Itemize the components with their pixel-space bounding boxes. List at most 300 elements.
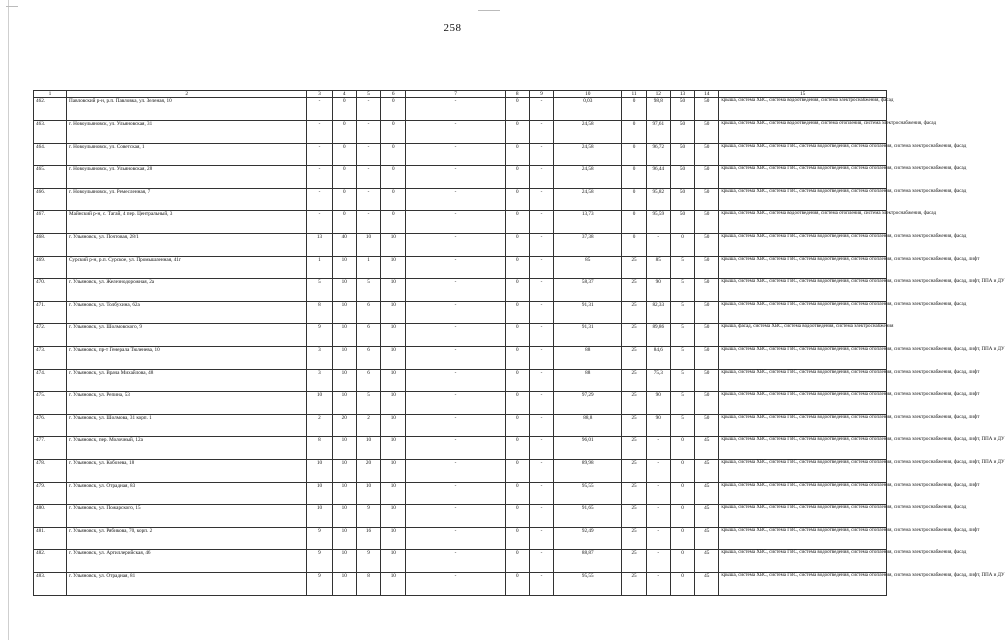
value-cell: -	[356, 98, 380, 121]
works-list-cell: крыша, система ХВС, система водоотведения, система отопления, система электроснабжения, фасад	[719, 121, 887, 144]
value-cell: 5	[670, 392, 694, 415]
value-cell: 0	[381, 98, 406, 121]
value-cell: -	[529, 324, 553, 347]
column-number-10: 10	[554, 91, 622, 98]
column-number-row	[34, 91, 887, 98]
value-cell: 50	[695, 211, 719, 234]
value-cell: 10	[381, 347, 406, 370]
value-cell: -	[529, 459, 553, 482]
value-cell: 1	[356, 256, 380, 279]
column-number-11: 11	[622, 91, 646, 98]
value-cell: 9	[307, 527, 332, 550]
address-cell: г. Ульяновск, ул. Шолмова, 31 корп. 1	[67, 414, 307, 437]
column-number-6: 6	[381, 91, 406, 98]
value-cell: 0	[622, 98, 646, 121]
value-cell: -	[529, 121, 553, 144]
value-cell: 10	[381, 234, 406, 257]
address-cell: г. Новоульяновск, ул. Советская, 1	[67, 143, 307, 166]
value-cell: 0	[505, 301, 529, 324]
address-cell: г. Ульяновск, ул. Артиллерийская, 46	[67, 550, 307, 573]
row-number-cell: 470.	[34, 279, 67, 302]
table-row	[34, 143, 887, 166]
table-row	[34, 188, 887, 211]
value-cell: 0	[332, 188, 356, 211]
value-cell: 10	[356, 234, 380, 257]
value-cell: -	[406, 188, 505, 211]
value-cell: -	[406, 324, 505, 347]
value-cell: -	[356, 166, 380, 189]
value-cell: 0	[505, 459, 529, 482]
value-cell: -	[406, 166, 505, 189]
value-cell: 10	[381, 572, 406, 595]
column-number-12: 12	[646, 91, 670, 98]
value-cell: 50	[670, 98, 694, 121]
value-cell: 0	[505, 234, 529, 257]
value-cell: 50	[695, 392, 719, 415]
value-cell: 0	[381, 121, 406, 144]
value-cell: 91,65	[554, 505, 622, 528]
value-cell: 0	[381, 143, 406, 166]
value-cell: -	[646, 234, 670, 257]
value-cell: 10	[332, 369, 356, 392]
column-number-14: 14	[695, 91, 719, 98]
column-number-13: 13	[670, 91, 694, 98]
value-cell: 0	[332, 211, 356, 234]
value-cell: -	[307, 188, 332, 211]
value-cell: 45	[695, 459, 719, 482]
value-cell: 5	[670, 347, 694, 370]
value-cell: -	[646, 459, 670, 482]
address-cell: г. Новоульяновск, ул. Ульяновская, 31	[67, 121, 307, 144]
row-number-cell: 462.	[34, 98, 67, 121]
works-list-cell: крыша, система ХВС, система ГВС, система водоотведения, система отопления, система электроснабжения, фасад	[719, 143, 887, 166]
table-row	[34, 392, 887, 415]
address-cell: г. Ульяновск, ул. Толбухина, 62а	[67, 301, 307, 324]
table-row	[34, 572, 887, 595]
value-cell: -	[307, 143, 332, 166]
value-cell: 10	[381, 459, 406, 482]
address-cell: Майнский р-н, с. Тагай, 4 пер. Центральный, 3	[67, 211, 307, 234]
value-cell: 75,3	[646, 369, 670, 392]
value-cell: 90	[646, 392, 670, 415]
address-cell: г. Ульяновск, ул. Шолмовского, 9	[67, 324, 307, 347]
value-cell: 10	[381, 279, 406, 302]
value-cell: 24,58	[554, 121, 622, 144]
table-row	[34, 414, 887, 437]
value-cell: 0	[381, 166, 406, 189]
value-cell: 10	[332, 550, 356, 573]
row-number-cell: 464.	[34, 143, 67, 166]
value-cell: -	[529, 256, 553, 279]
value-cell: -	[307, 98, 332, 121]
row-number-cell: 479.	[34, 482, 67, 505]
value-cell: 88	[554, 369, 622, 392]
value-cell: -	[529, 279, 553, 302]
works-list-cell: крыша, система ХВС, система ГВС, система водоотведения, система отопления, система электроснабжения, фасад, лифт	[719, 527, 887, 550]
value-cell: 0	[670, 505, 694, 528]
value-cell: 45	[695, 482, 719, 505]
value-cell: 5	[356, 279, 380, 302]
value-cell: -	[529, 505, 553, 528]
value-cell: 0	[505, 572, 529, 595]
value-cell: 25	[622, 527, 646, 550]
scan-mark	[478, 10, 500, 11]
value-cell: 0	[505, 256, 529, 279]
value-cell: -	[307, 121, 332, 144]
table-row	[34, 121, 887, 144]
value-cell: 50	[695, 279, 719, 302]
table-row	[34, 166, 887, 189]
value-cell: 0	[332, 166, 356, 189]
page-number: 258	[443, 22, 462, 34]
value-cell: 0	[670, 437, 694, 460]
value-cell: 10	[381, 550, 406, 573]
value-cell: 89,86	[646, 324, 670, 347]
works-list-cell: крыша, система ХВС, система ГВС, система водоотведения, система отопления, система электроснабжения, фасад, лифт	[719, 369, 887, 392]
value-cell: 40	[332, 234, 356, 257]
row-number-cell: 465.	[34, 166, 67, 189]
value-cell: 0	[505, 437, 529, 460]
table-body	[34, 98, 1005, 595]
value-cell: 50	[670, 121, 694, 144]
column-number-1: 1	[34, 91, 67, 98]
column-number-9: 9	[529, 91, 553, 98]
value-cell: -	[356, 121, 380, 144]
value-cell: 9	[356, 505, 380, 528]
works-list-cell: крыша, система ХВС, система ГВС, система водоотведения, система отопления, система электроснабжения, фасад, лифт, ППА и ДУ	[719, 279, 887, 302]
works-list-cell: крыша, система ХВС, система водоотведения, система электроснабжения, фасад	[719, 98, 887, 121]
column-number-3: 3	[307, 91, 332, 98]
address-cell: г. Ульяновск, ул. Репина, 53	[67, 392, 307, 415]
row-number-cell: 475.	[34, 392, 67, 415]
value-cell: -	[529, 572, 553, 595]
value-cell: 10	[332, 482, 356, 505]
value-cell: 0	[505, 98, 529, 121]
value-cell: 88,8	[554, 414, 622, 437]
value-cell: 25	[622, 505, 646, 528]
value-cell: 85	[646, 256, 670, 279]
value-cell: -	[406, 143, 505, 166]
value-cell: 10	[307, 505, 332, 528]
address-cell: г. Ульяновск, ул. Рябикова, 70, корп. 2	[67, 527, 307, 550]
value-cell: -	[406, 347, 505, 370]
value-cell: 96,72	[646, 143, 670, 166]
value-cell: -	[529, 347, 553, 370]
value-cell: 3	[307, 369, 332, 392]
value-cell: -	[406, 369, 505, 392]
value-cell: 5	[307, 279, 332, 302]
value-cell: 90	[646, 279, 670, 302]
value-cell: 25	[622, 347, 646, 370]
value-cell: 45	[695, 527, 719, 550]
row-number-cell: 468.	[34, 234, 67, 257]
table-row	[34, 459, 887, 482]
table-row	[34, 324, 887, 347]
scan-mark	[6, 6, 18, 7]
value-cell: 97,29	[554, 392, 622, 415]
value-cell: 0	[622, 143, 646, 166]
value-cell: 10	[332, 324, 356, 347]
value-cell: -	[307, 211, 332, 234]
column-number-15: 15	[719, 91, 887, 98]
value-cell: -	[646, 482, 670, 505]
table-row	[34, 482, 887, 505]
value-cell: 0	[505, 347, 529, 370]
works-list-cell: крыша, система ХВС, система ГВС, система водоотведения, система отопления, система электроснабжения, фасад	[719, 505, 887, 528]
row-number-cell: 473.	[34, 347, 67, 370]
value-cell: 0	[505, 211, 529, 234]
value-cell: 2	[307, 414, 332, 437]
value-cell: 0	[505, 392, 529, 415]
value-cell: -	[646, 527, 670, 550]
column-number-4: 4	[332, 91, 356, 98]
address-cell: Павловский р-н, р.п. Павловка, ул. Зеленая, 10	[67, 98, 307, 121]
value-cell: 25	[622, 256, 646, 279]
row-number-cell: 466.	[34, 188, 67, 211]
table-row	[34, 256, 887, 279]
address-cell: г. Ульяновск, ул. Отрадная, 81	[67, 572, 307, 595]
value-cell: 25	[622, 392, 646, 415]
value-cell: -	[529, 211, 553, 234]
row-number-cell: 472.	[34, 324, 67, 347]
value-cell: 24,58	[554, 143, 622, 166]
value-cell: 25	[622, 324, 646, 347]
value-cell: 92,49	[554, 527, 622, 550]
table-row	[34, 347, 887, 370]
table-row	[34, 301, 887, 324]
value-cell: -	[406, 392, 505, 415]
value-cell: 0	[670, 234, 694, 257]
value-cell: 5	[670, 369, 694, 392]
value-cell: 9	[356, 550, 380, 573]
table-row	[34, 505, 887, 528]
value-cell: 10	[332, 572, 356, 595]
value-cell: 25	[622, 459, 646, 482]
value-cell: 96,01	[554, 437, 622, 460]
value-cell: 50	[695, 98, 719, 121]
value-cell: 0	[332, 98, 356, 121]
value-cell: 45	[695, 572, 719, 595]
value-cell: 0	[622, 166, 646, 189]
value-cell: 0	[670, 527, 694, 550]
value-cell: 10	[332, 527, 356, 550]
value-cell: 95,82	[646, 188, 670, 211]
value-cell: 45	[695, 437, 719, 460]
value-cell: 2	[356, 414, 380, 437]
value-cell: 84,6	[646, 347, 670, 370]
works-list-cell: крыша, система ХВС, система ГВС, система водоотведения, система отопления, система электроснабжения, фасад, лифт	[719, 256, 887, 279]
table-row	[34, 211, 887, 234]
table-row	[34, 437, 887, 460]
value-cell: 6	[356, 324, 380, 347]
row-number-cell: 480.	[34, 505, 67, 528]
works-list-cell: крыша, система ХВС, система ГВС, система водоотведения, система отопления, система электроснабжения, фасад, лифт	[719, 482, 887, 505]
value-cell: 10	[332, 279, 356, 302]
table-row	[34, 550, 887, 573]
value-cell: 0	[505, 505, 529, 528]
value-cell: 10	[381, 369, 406, 392]
value-cell: 0,03	[554, 98, 622, 121]
works-list-cell: крыша, система ХВС, система водоотведения, система отопления, система электроснабжения, фасад	[719, 211, 887, 234]
value-cell: 9	[307, 550, 332, 573]
row-number-cell: 471.	[34, 301, 67, 324]
value-cell: 50	[670, 143, 694, 166]
value-cell: 25	[622, 572, 646, 595]
value-cell: 0	[381, 188, 406, 211]
value-cell: 0	[381, 211, 406, 234]
value-cell: 50	[670, 188, 694, 211]
address-cell: г. Ульяновск, ул. Пожарского, 15	[67, 505, 307, 528]
value-cell: 0	[622, 234, 646, 257]
value-cell: -	[529, 369, 553, 392]
column-number-5: 5	[356, 91, 380, 98]
value-cell: 10	[332, 301, 356, 324]
value-cell: 10	[381, 324, 406, 347]
column-number-8: 8	[505, 91, 529, 98]
value-cell: 88	[554, 347, 622, 370]
row-number-cell: 474.	[34, 369, 67, 392]
works-list-cell: крыша, фасад, система ХВС, система водоотведения, система электроснабжения	[719, 324, 887, 347]
value-cell: 24,58	[554, 166, 622, 189]
table-row	[34, 234, 887, 257]
value-cell: 0	[505, 324, 529, 347]
value-cell: -	[646, 505, 670, 528]
value-cell: 0	[670, 482, 694, 505]
value-cell: -	[529, 550, 553, 573]
works-list-cell: крыша, система ХВС, система ГВС, система водоотведения, система отопления, система электроснабжения, фасад, лифт, ППА и ДУ	[719, 347, 887, 370]
value-cell: 0	[332, 143, 356, 166]
value-cell: 10	[307, 392, 332, 415]
value-cell: 58,37	[554, 279, 622, 302]
value-cell: 5	[670, 301, 694, 324]
row-number-cell: 482.	[34, 550, 67, 573]
value-cell: 0	[505, 143, 529, 166]
value-cell: 10	[332, 459, 356, 482]
value-cell: -	[406, 527, 505, 550]
value-cell: 0	[505, 414, 529, 437]
value-cell: 50	[695, 414, 719, 437]
value-cell: 0	[505, 166, 529, 189]
value-cell: -	[356, 211, 380, 234]
value-cell: 88,87	[554, 550, 622, 573]
value-cell: 8	[356, 572, 380, 595]
value-cell: 25	[622, 482, 646, 505]
value-cell: 50	[695, 369, 719, 392]
value-cell: 20	[356, 459, 380, 482]
value-cell: 10	[381, 392, 406, 415]
value-cell: 10	[332, 256, 356, 279]
value-cell: 50	[695, 121, 719, 144]
value-cell: -	[406, 572, 505, 595]
value-cell: 0	[505, 482, 529, 505]
column-number-2: 2	[67, 91, 307, 98]
value-cell: 90	[646, 414, 670, 437]
value-cell: 9	[307, 572, 332, 595]
value-cell: 10	[381, 414, 406, 437]
works-list-cell: крыша, система ХВС, система ГВС, система водоотведения, система отопления, система электроснабжения, фасад	[719, 234, 887, 257]
value-cell: 6	[356, 347, 380, 370]
value-cell: 91,31	[554, 301, 622, 324]
value-cell: 13	[307, 234, 332, 257]
value-cell: 0	[505, 279, 529, 302]
value-cell: 10	[381, 301, 406, 324]
works-list-cell: крыша, система ХВС, система ГВС, система водоотведения, система отопления, система электроснабжения, фасад	[719, 188, 887, 211]
value-cell: -	[406, 234, 505, 257]
value-cell: 5	[356, 392, 380, 415]
value-cell: 10	[381, 505, 406, 528]
value-cell: -	[406, 482, 505, 505]
value-cell: 10	[332, 437, 356, 460]
value-cell: 50	[670, 166, 694, 189]
value-cell: 16	[356, 527, 380, 550]
value-cell: 1	[307, 256, 332, 279]
table-row	[34, 98, 887, 121]
works-list-cell: крыша, система ХВС, система ГВС, система водоотведения, система отопления, система электроснабжения, фасад, лифт, ППА и ДУ	[719, 459, 887, 482]
value-cell: -	[356, 188, 380, 211]
value-cell: -	[406, 211, 505, 234]
address-cell: Сурский р-н, р.п. Сурское, ул. Промышленная, 41г	[67, 256, 307, 279]
value-cell: 0	[505, 550, 529, 573]
value-cell: 25	[622, 279, 646, 302]
row-number-cell: 477.	[34, 437, 67, 460]
value-cell: -	[529, 414, 553, 437]
value-cell: 50	[695, 188, 719, 211]
value-cell: 50	[695, 347, 719, 370]
row-number-cell: 463.	[34, 121, 67, 144]
value-cell: -	[406, 301, 505, 324]
value-cell: -	[646, 572, 670, 595]
value-cell: 45	[695, 550, 719, 573]
value-cell: 10	[332, 347, 356, 370]
value-cell: 85	[554, 256, 622, 279]
value-cell: 0	[622, 188, 646, 211]
value-cell: 0	[670, 550, 694, 573]
value-cell: 98,8	[646, 98, 670, 121]
page-edge	[8, 0, 9, 640]
value-cell: -	[406, 121, 505, 144]
value-cell: 0	[670, 459, 694, 482]
value-cell: 8	[307, 301, 332, 324]
value-cell: -	[529, 392, 553, 415]
value-cell: -	[529, 482, 553, 505]
value-cell: 5	[670, 324, 694, 347]
value-cell: -	[529, 301, 553, 324]
value-cell: 10	[381, 482, 406, 505]
value-cell: 0	[505, 188, 529, 211]
value-cell: 9	[307, 324, 332, 347]
row-number-cell: 478.	[34, 459, 67, 482]
value-cell: 20	[332, 414, 356, 437]
value-cell: 0	[505, 527, 529, 550]
value-cell: 50	[695, 324, 719, 347]
value-cell: 10	[332, 392, 356, 415]
table-row	[34, 527, 887, 550]
works-list-cell: крыша, система ХВС, система ГВС, система водоотведения, система отопления, система электроснабжения, фасад	[719, 166, 887, 189]
value-cell: 50	[695, 234, 719, 257]
value-cell: -	[406, 256, 505, 279]
address-cell: г. Ульяновск, ул. Железнодорожная, 2а	[67, 279, 307, 302]
value-cell: 82,33	[646, 301, 670, 324]
value-cell: 0	[505, 121, 529, 144]
value-cell: -	[529, 166, 553, 189]
value-cell: 8	[307, 437, 332, 460]
value-cell: -	[646, 437, 670, 460]
row-number-cell: 481.	[34, 527, 67, 550]
value-cell: 25	[622, 369, 646, 392]
works-list-cell: крыша, система ХВС, система ГВС, система водоотведения, система отопления, система электроснабжения, фасад	[719, 301, 887, 324]
address-cell: г. Ульяновск, ул. Кобозева, 18	[67, 459, 307, 482]
value-cell: 10	[307, 482, 332, 505]
